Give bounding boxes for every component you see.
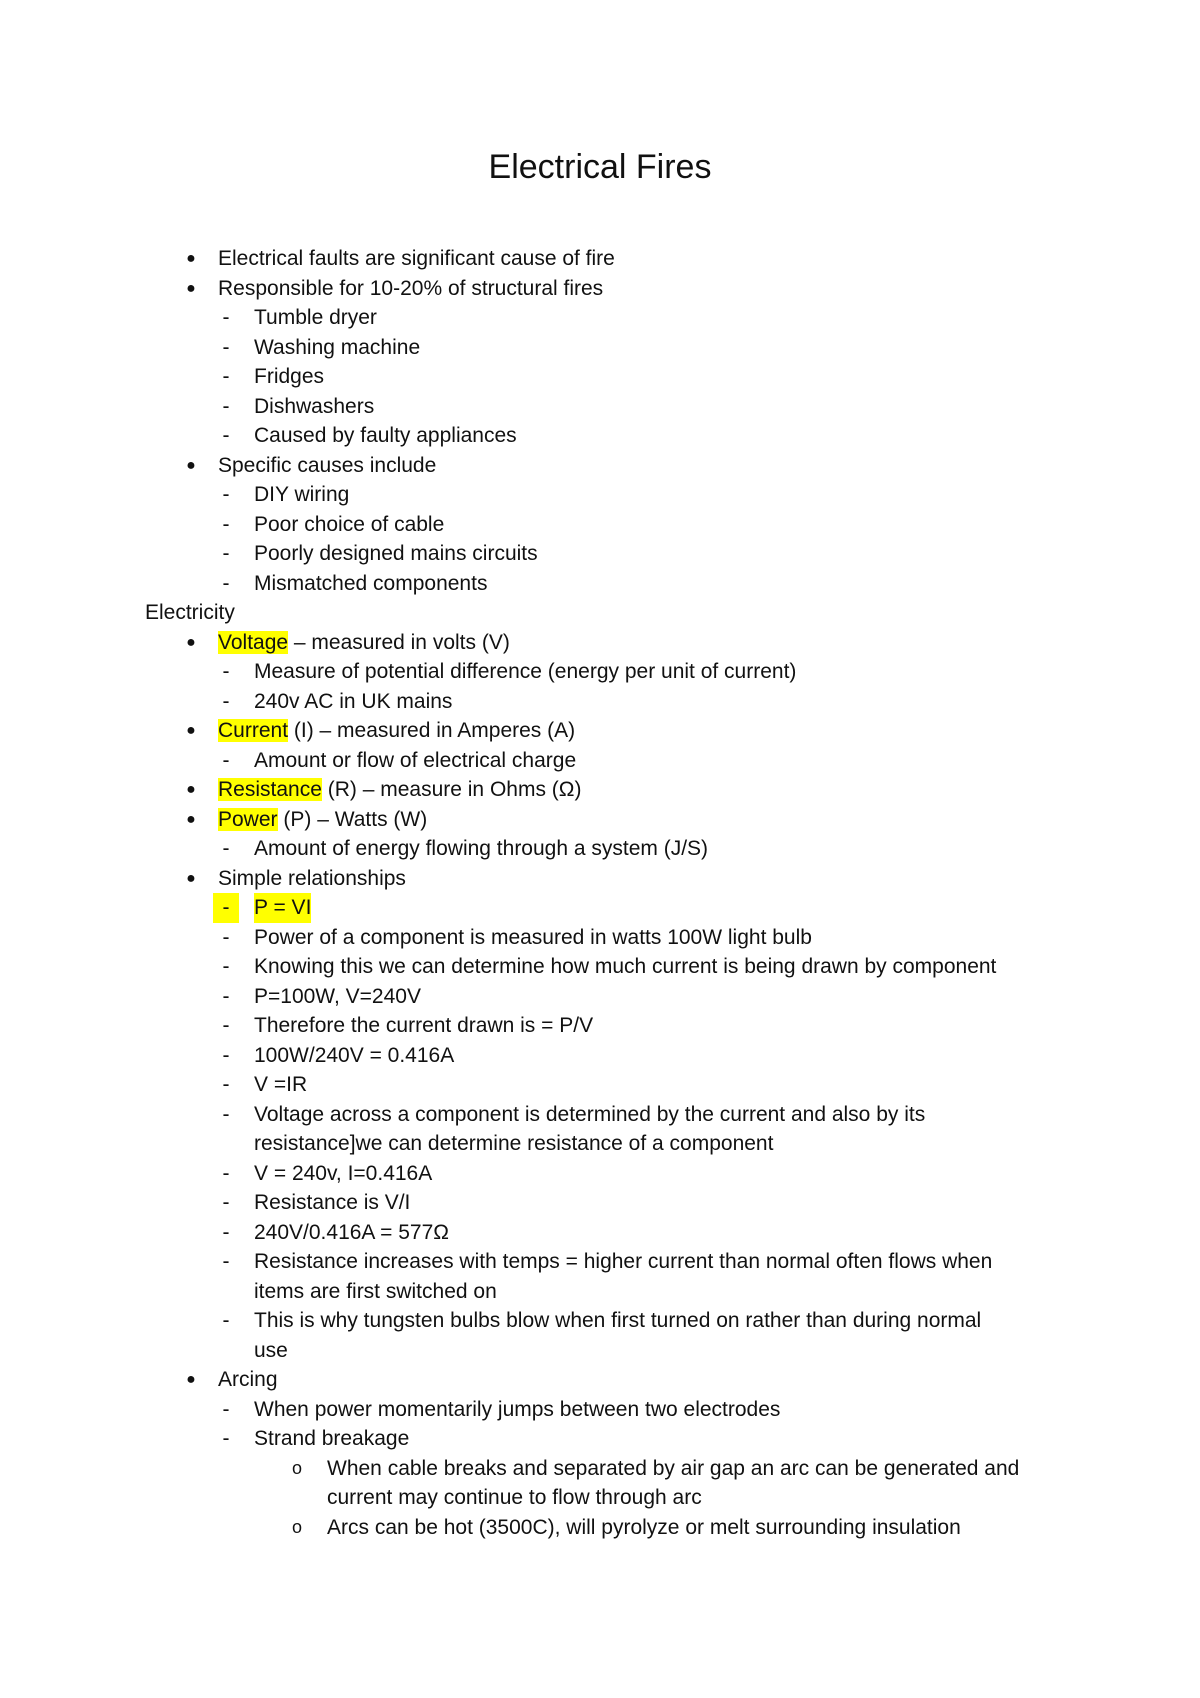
list-item <box>0 1365 1200 1395</box>
list-item-text: Arcing <box>218 1368 278 1391</box>
list-item-text: use <box>254 1338 288 1362</box>
list-item <box>0 362 1200 392</box>
list-item-text: current may continue to flow through arc <box>327 1486 702 1509</box>
dash-marker: - <box>222 542 230 565</box>
dash-marker: - <box>222 1161 230 1185</box>
list-item <box>0 716 1200 746</box>
dash-marker: - <box>222 660 230 683</box>
list-item <box>0 569 1200 599</box>
section-heading <box>0 598 1200 628</box>
list-item-text: Therefore the current drawn is = P/V <box>254 1014 594 1037</box>
list-item-text: Poorly designed mains circuits <box>254 542 538 565</box>
list-item-text: Arcs can be hot (3500C), will pyrolyze or melt surrounding insulation <box>327 1515 961 1539</box>
list-item <box>0 1306 1200 1336</box>
list-item-text: Simple relationships <box>218 866 406 890</box>
list-item <box>0 1188 1200 1218</box>
list-item-text: Specific causes include <box>218 453 437 477</box>
dash-marker: - <box>222 1250 230 1273</box>
dash-marker: - <box>222 984 230 1008</box>
list-item <box>0 1011 1200 1041</box>
bullet-icon: ● <box>186 633 196 651</box>
list-item-text: DIY wiring <box>254 483 350 506</box>
dash-marker: - <box>222 1397 230 1421</box>
list-item <box>0 834 1200 864</box>
list-item <box>0 303 1200 333</box>
dash-marker: - <box>222 571 230 595</box>
list-item <box>0 392 1200 422</box>
list-item <box>0 1483 1200 1513</box>
list-item-text: P = VI <box>254 893 311 923</box>
list-item <box>0 1454 1200 1484</box>
dash-marker: - <box>222 1014 230 1037</box>
bullet-icon: ● <box>186 250 196 267</box>
dash-marker: - <box>222 394 230 418</box>
list-item-text <box>218 628 510 658</box>
list-item <box>0 864 1200 894</box>
list-item-text: Measure of potential difference (energy per unit of current) <box>254 660 797 683</box>
list-item-text: Fridges <box>254 365 325 388</box>
list-item-text: P=100W, V=240V <box>254 984 421 1008</box>
list-item-rest: (R) – measure in Ohms (Ω) <box>321 778 582 801</box>
dash-marker: - <box>222 1073 230 1096</box>
list-item-text: 100W/240V = 0.416A <box>254 1043 455 1067</box>
list-item <box>0 1041 1200 1071</box>
dash-marker: - <box>222 955 230 978</box>
list-item <box>0 1513 1200 1543</box>
list-item <box>0 1277 1200 1307</box>
dash-marker: - <box>222 483 230 506</box>
dash-marker: - <box>222 1043 230 1067</box>
dash-marker: - <box>222 925 230 949</box>
list-item-text: Strand breakage <box>254 1427 410 1450</box>
list-item <box>0 274 1200 304</box>
list-item-text: Electricity <box>145 601 235 624</box>
dash-marker: - <box>222 1220 230 1244</box>
list-item <box>0 1395 1200 1425</box>
bullet-icon: ● <box>186 810 196 828</box>
list-item-text: resistance]we can determine resistance of a component <box>254 1132 774 1155</box>
list-item-text: Caused by faulty appliances <box>254 424 517 447</box>
list-item-text: Dishwashers <box>254 394 375 418</box>
list-item <box>0 480 1200 510</box>
list-item <box>0 893 1200 923</box>
list-item-text: Poor choice of cable <box>254 512 445 536</box>
dash-marker: - <box>222 335 230 359</box>
list-item <box>0 805 1200 835</box>
highlighted-term: Resistance <box>218 778 322 801</box>
list-item-rest: (P) – Watts (W) <box>277 807 428 831</box>
list-item <box>0 982 1200 1012</box>
list-item <box>0 1129 1200 1159</box>
list-item-text: Amount of energy flowing through a system (J/S) <box>254 837 709 860</box>
list-item-text: 240v AC in UK mains <box>254 689 453 713</box>
list-item-text: items are first switched on <box>254 1279 497 1303</box>
list-item <box>0 244 1200 274</box>
list-item-text: Amount or flow of electrical charge <box>254 748 577 772</box>
list-item <box>0 1100 1200 1130</box>
circle-bullet-icon: o <box>291 1457 302 1478</box>
list-item-text: Mismatched components <box>254 571 488 595</box>
list-item <box>0 687 1200 717</box>
list-item-text: Voltage across a component is determined by the current and also by its <box>254 1102 926 1126</box>
list-item <box>0 333 1200 363</box>
circle-bullet-icon: o <box>291 1516 302 1537</box>
list-item-text: Responsible for 10-20% of structural fires <box>218 276 604 300</box>
list-item-text: Resistance increases with temps = higher current than normal often flows when <box>254 1250 993 1273</box>
dash-marker: - <box>222 1102 230 1126</box>
page-title: Electrical Fires <box>488 148 712 186</box>
dash-marker: - <box>222 306 230 329</box>
dash-marker: - <box>222 748 230 772</box>
list-item <box>0 952 1200 982</box>
bullet-icon: ● <box>186 869 196 887</box>
dash-marker: - <box>222 689 230 713</box>
list-item-text: When cable breaks and separated by air gap an arc can be generated and <box>327 1456 1020 1480</box>
list-item-text: Electrical faults are significant cause of fire <box>218 247 615 270</box>
bullet-icon: ● <box>186 722 196 739</box>
list-item-text: Knowing this we can determine how much current is being drawn by component <box>254 955 997 978</box>
dash-marker: - <box>222 1427 230 1450</box>
list-item <box>0 1070 1200 1100</box>
highlighted-term: Current <box>218 719 289 742</box>
highlighted-term: Power <box>218 807 278 831</box>
list-item <box>0 746 1200 776</box>
list-item-text: Resistance is V/I <box>254 1191 411 1214</box>
list-item <box>0 1424 1200 1454</box>
dash-marker: - <box>222 512 230 536</box>
list-item-text <box>218 716 575 746</box>
list-item-text: When power momentarily jumps between two electrodes <box>254 1397 781 1421</box>
list-item <box>0 421 1200 451</box>
dash-marker: - <box>222 837 230 860</box>
list-item <box>0 775 1200 805</box>
list-item-text: Tumble dryer <box>254 306 377 329</box>
list-item <box>0 539 1200 569</box>
list-item-text: Washing machine <box>254 335 421 359</box>
list-item-rest: – measured in volts (V) <box>288 630 510 654</box>
list-item <box>0 1247 1200 1277</box>
list-item-text <box>218 775 581 805</box>
list-item <box>0 1218 1200 1248</box>
dash-marker: - <box>213 893 239 923</box>
list-item-text: Power of a component is measured in watts 100W light bulb <box>254 925 812 949</box>
list-item <box>0 451 1200 481</box>
list-item <box>0 657 1200 687</box>
list-item-text: V =IR <box>254 1073 308 1096</box>
dash-marker: - <box>222 365 230 388</box>
list-item <box>0 510 1200 540</box>
list-item-text: 240V/0.416A = 577Ω <box>254 1220 449 1244</box>
list-item-rest: (I) – measured in Amperes (A) <box>288 719 576 742</box>
list-item <box>0 1336 1200 1366</box>
bullet-icon: ● <box>186 781 196 798</box>
bullet-icon: ● <box>186 279 196 297</box>
list-item-text <box>218 805 427 835</box>
bullet-icon: ● <box>186 1371 196 1388</box>
dash-marker: - <box>222 1309 230 1332</box>
list-item-text: This is why tungsten bulbs blow when first turned on rather than during normal <box>254 1309 982 1332</box>
list-item <box>0 628 1200 658</box>
bullet-icon: ● <box>186 456 196 474</box>
list-item <box>0 923 1200 953</box>
highlighted-term: Voltage <box>218 630 289 654</box>
list-item-text: V = 240v, I=0.416A <box>254 1161 433 1185</box>
list-item <box>0 1159 1200 1189</box>
dash-marker: - <box>222 1191 230 1214</box>
notes-list <box>0 244 1200 1542</box>
dash-marker: - <box>222 424 230 447</box>
